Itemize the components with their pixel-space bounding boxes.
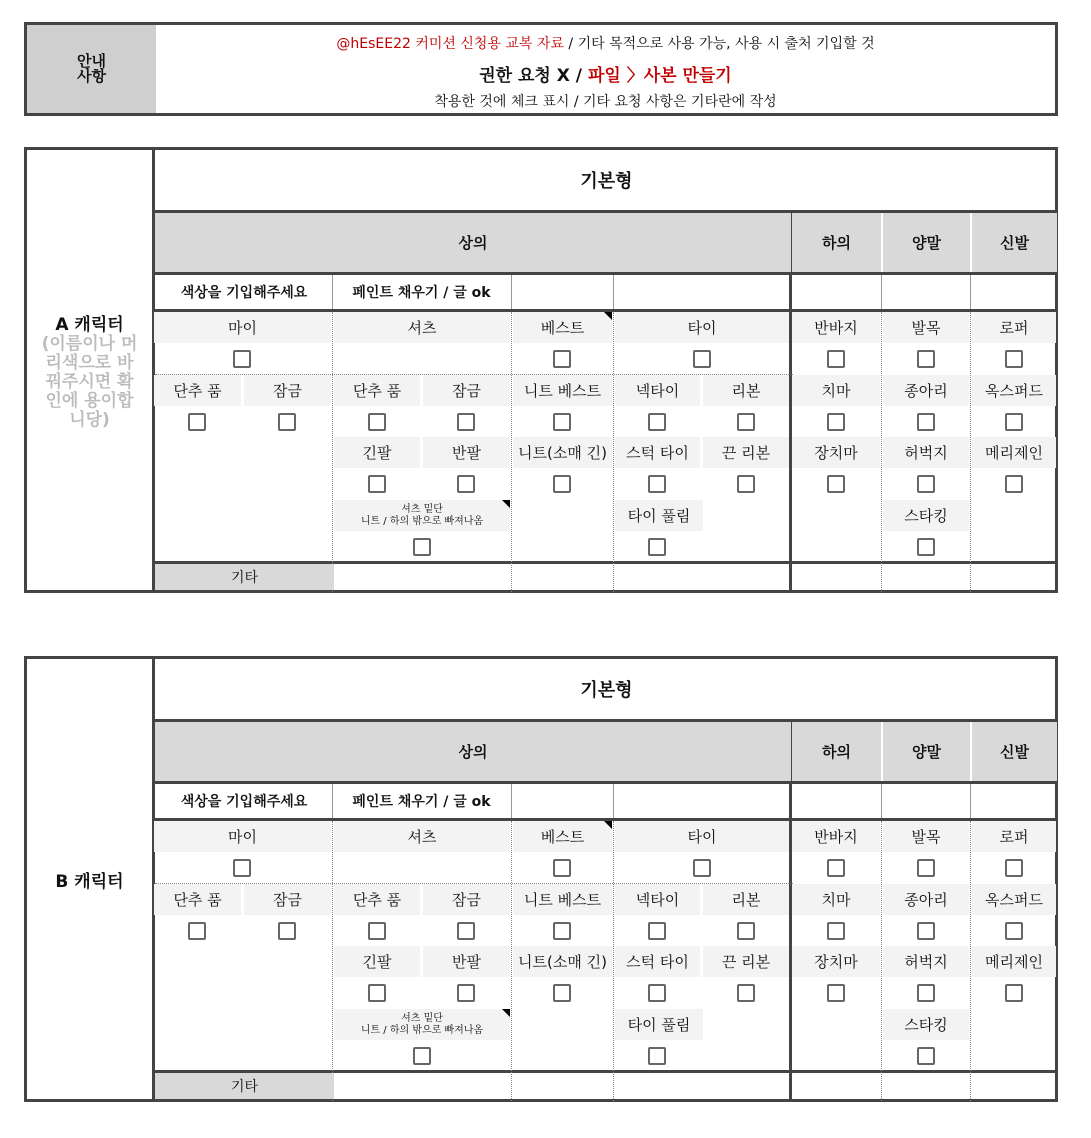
checkbox-necktie[interactable] [648,413,666,431]
checkbox-ankle[interactable] [917,859,935,877]
checkbox-lock2[interactable] [457,413,475,431]
comment-marker [502,500,510,508]
character-form-a [24,147,1058,593]
item-label-vest: 베스트 [513,821,612,852]
item-label-calf: 종아리 [883,884,969,915]
checkbox-lock1[interactable] [278,413,296,431]
item-label-loafer: 로퍼 [972,821,1056,852]
checkbox-vest[interactable] [553,350,571,368]
item-label-shirt: 셔츠 [334,821,510,852]
item-label-long: 긴팔 [334,437,420,468]
item-label-btn1: 단추 품 [154,884,241,915]
checkbox-mai[interactable] [233,350,251,368]
item-label-vest: 베스트 [513,312,612,343]
checkbox-stucktie[interactable] [648,984,666,1002]
item-label-thigh: 허벅지 [883,946,969,977]
etc-input[interactable] [334,1073,1031,1099]
comment-marker [604,312,612,320]
divider [970,275,971,309]
make-copy-text: 파일 〉사본 만들기 [587,66,732,86]
item-label-hem [334,500,510,531]
header-shoes: 신발 [972,213,1057,272]
item-label-ankle: 발목 [883,312,969,343]
color-input[interactable] [792,275,878,309]
header-socks: 양말 [883,213,970,272]
checkbox-longskirt[interactable] [827,475,845,493]
item-label-maryjane: 메리제인 [972,437,1056,468]
item-label-shorts: 반바지 [792,312,880,343]
character-cell [27,659,152,1099]
header-top: 상의 [155,722,791,781]
item-label-lock2: 잠금 [423,884,510,915]
divider [613,821,614,1101]
checkbox-ankle[interactable] [917,350,935,368]
checkbox-hem[interactable] [413,1047,431,1065]
divider [511,312,512,592]
divider [970,821,971,1101]
item-label-oxford: 옥스퍼드 [972,884,1056,915]
color-input[interactable] [614,784,789,818]
checkbox-maryjane[interactable] [1005,475,1023,493]
item-label-ribbon: 리본 [703,375,789,406]
header-socks: 양말 [883,722,970,781]
header-shoes: 신발 [972,722,1057,781]
item-label-longskirt: 장치마 [792,437,880,468]
checkbox-long[interactable] [368,475,386,493]
checkbox-tie[interactable] [693,350,711,368]
item-label-necktie: 넥타이 [615,884,700,915]
character-name: B 캐릭터 [55,871,124,892]
item-label-ribbon: 리본 [703,884,789,915]
item-label-tieloose: 타이 풀림 [615,1009,703,1040]
divider [881,821,882,1101]
notice-line-2 [156,61,1055,86]
color-input[interactable] [883,784,969,818]
character-name: A 캐릭터 [55,315,124,335]
etc-label: 기타 [155,564,334,590]
checkbox-ribbon[interactable] [737,413,755,431]
item-label-shorts: 반바지 [792,821,880,852]
checkbox-loafer[interactable] [1005,859,1023,877]
item-label-btn1: 단추 품 [154,375,241,406]
checkbox-lock2[interactable] [457,922,475,940]
section-title: 기본형 [580,171,633,192]
divider [881,784,882,818]
item-label-stringribbon: 끈 리본 [703,946,789,977]
comment-marker [502,1009,510,1017]
checkbox-short[interactable] [457,984,475,1002]
divider [332,821,333,1101]
item-label-lock1: 잠금 [244,884,331,915]
color-input[interactable] [972,275,1058,309]
item-label-short: 반팔 [423,946,510,977]
checkbox-tieloose[interactable] [648,538,666,556]
checkbox-skirt[interactable] [827,922,845,940]
item-label-tie: 타이 [615,821,789,852]
item-label-btn2: 단추 품 [334,375,420,406]
item-label-hem [334,1009,510,1040]
checkbox-longskirt[interactable] [827,984,845,1002]
item-label-stucktie: 스턱 타이 [615,946,700,977]
item-label-shirt: 셔츠 [334,312,510,343]
section-title: 기본형 [580,680,633,701]
color-input[interactable] [512,784,612,818]
hem-title: 셔츠 밑단 [401,1012,443,1024]
notice-line-1 [156,33,1055,53]
item-label-knitvest: 니트 베스트 [513,884,612,915]
item-label-lock1: 잠금 [244,375,331,406]
permission-text: 권한 요청 X / [479,66,588,86]
notice-label: 안내 사항 [27,25,156,113]
paint-label: 페인트 채우기 / 글 ok [352,794,491,810]
color-input[interactable] [972,784,1058,818]
item-label-skirt: 치마 [792,375,880,406]
checkbox-knitlong[interactable] [553,475,571,493]
checkbox-necktie[interactable] [648,922,666,940]
notice-box [24,22,1058,116]
item-label-stocking: 스타킹 [883,500,969,531]
color-input[interactable] [792,784,878,818]
notice-line-3: 착용한 것에 체크 표시 / 기타 요청 사항은 기타란에 작성 [434,94,777,110]
item-label-stringribbon: 끈 리본 [703,437,789,468]
item-label-thigh: 허벅지 [883,437,969,468]
checkbox-oxford[interactable] [1005,413,1023,431]
checkbox-hem[interactable] [413,538,431,556]
item-label-mai: 마이 [154,312,331,343]
checkbox-stocking[interactable] [917,1047,935,1065]
color-label: 색상을 기입해주세요 [180,794,308,810]
hem-title: 셔츠 밑단 [401,503,443,515]
checkbox-btn2[interactable] [368,922,386,940]
color-label: 색상을 기입해주세요 [180,285,308,301]
item-label-short: 반팔 [423,437,510,468]
item-label-calf: 종아리 [883,375,969,406]
checkbox-lock1[interactable] [278,922,296,940]
item-label-tieloose: 타이 풀림 [615,500,703,531]
divider [881,275,882,309]
header-top: 상의 [155,213,791,272]
checkbox-mai[interactable] [233,859,251,877]
item-label-oxford: 옥스퍼드 [972,375,1056,406]
commission-text: @hEsEE22 커미션 신청용 교복 자료 [336,36,564,52]
character-note: (이름이나 머리색으로 바꿔주시면 확인에 용이합니당) [41,334,138,430]
checkbox-tieloose[interactable] [648,1047,666,1065]
checkbox-knitlong[interactable] [553,984,571,1002]
item-label-skirt: 치마 [792,884,880,915]
checkbox-stocking[interactable] [917,538,935,556]
checkbox-maryjane[interactable] [1005,984,1023,1002]
item-label-knitvest: 니트 베스트 [513,375,612,406]
checkbox-btn2[interactable] [368,413,386,431]
color-input[interactable] [883,275,969,309]
header-bottom: 하의 [792,213,881,272]
checkbox-calf[interactable] [917,922,935,940]
checkbox-knitvest[interactable] [553,413,571,431]
usage-text: / 기타 목적으로 사용 가능, 사용 시 출처 기입할 것 [563,36,875,52]
hem-note: 니트 / 하의 밖으로 빠져나옴 [360,515,484,527]
divider [970,784,971,818]
item-label-maryjane: 메리제인 [972,946,1056,977]
item-label-stocking: 스타킹 [883,1009,969,1040]
hem-note: 니트 / 하의 밖으로 빠져나옴 [360,1024,484,1036]
checkbox-loafer[interactable] [1005,350,1023,368]
divider [511,821,512,1101]
character-cell [27,150,152,590]
divider [613,312,614,592]
etc-input[interactable] [334,564,1031,590]
checkbox-calf[interactable] [917,413,935,431]
divider [881,312,882,592]
checkbox-shorts[interactable] [827,350,845,368]
item-label-tie: 타이 [615,312,789,343]
item-label-ankle: 발목 [883,821,969,852]
checkbox-btn1[interactable] [188,922,206,940]
checkbox-stringribbon[interactable] [737,984,755,1002]
item-label-loafer: 로퍼 [972,312,1056,343]
checkbox-thigh[interactable] [917,984,935,1002]
checkbox-short[interactable] [457,475,475,493]
color-input[interactable] [512,275,612,309]
item-label-mai: 마이 [154,821,331,852]
divider [970,312,971,592]
checkbox-stringribbon[interactable] [737,475,755,493]
checkbox-oxford[interactable] [1005,922,1023,940]
item-label-stucktie: 스턱 타이 [615,437,700,468]
comment-marker [604,821,612,829]
item-label-longskirt: 장치마 [792,946,880,977]
paint-label: 페인트 채우기 / 글 ok [352,285,491,301]
item-label-necktie: 넥타이 [615,375,700,406]
checkbox-ribbon[interactable] [737,922,755,940]
item-label-btn2: 단추 품 [334,884,420,915]
color-input[interactable] [614,275,789,309]
checkbox-thigh[interactable] [917,475,935,493]
checkbox-skirt[interactable] [827,413,845,431]
checkbox-stucktie[interactable] [648,475,666,493]
item-label-lock2: 잠금 [423,375,510,406]
divider [332,312,333,592]
checkbox-shorts[interactable] [827,859,845,877]
checkbox-knitvest[interactable] [553,922,571,940]
checkbox-btn1[interactable] [188,413,206,431]
checkbox-tie[interactable] [693,859,711,877]
item-label-long: 긴팔 [334,946,420,977]
item-label-knitlong: 니트(소매 긴) [513,437,612,468]
checkbox-long[interactable] [368,984,386,1002]
checkbox-vest[interactable] [553,859,571,877]
etc-label: 기타 [155,1073,334,1099]
character-form-b [24,656,1058,1102]
header-bottom: 하의 [792,722,881,781]
item-label-knitlong: 니트(소매 긴) [513,946,612,977]
